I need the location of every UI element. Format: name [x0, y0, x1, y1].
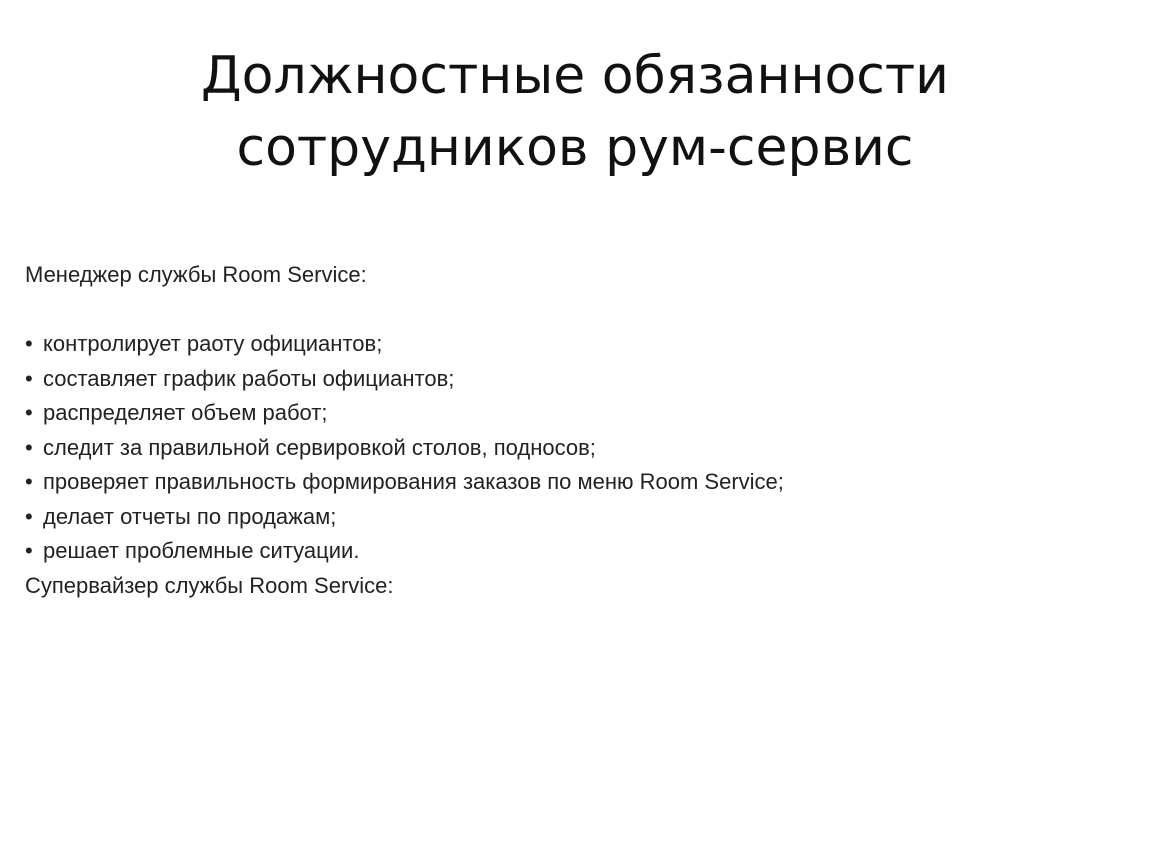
- bullet-icon: •: [25, 469, 33, 494]
- bullet-icon: •: [25, 365, 33, 391]
- manager-heading: Менеджер службы Room Service:: [25, 262, 367, 287]
- slide-title: [0, 40, 1150, 184]
- list-item: [25, 396, 1125, 431]
- slide-title-line-2: сотрудников рум-сервис: [236, 118, 914, 178]
- bullet-icon: •: [25, 400, 33, 425]
- duty-text: делает отчеты по продажам;: [43, 503, 337, 529]
- duty-text: распределяет объем работ;: [43, 400, 328, 425]
- slide-title-line-1: Должностные обязанности: [201, 46, 949, 106]
- bullet-icon: •: [25, 538, 33, 563]
- duty-text: следит за правильной сервировкой столов, подносов;: [43, 434, 596, 460]
- manager-duties-list: [25, 327, 1125, 569]
- spacer: [25, 293, 1125, 328]
- supervisor-heading: Супервайзер службы Room Service:: [25, 572, 394, 598]
- list-item: [25, 500, 1125, 535]
- duty-text: решает проблемные ситуации.: [43, 538, 360, 563]
- duty-text: проверяет правильность формирования заказов по меню Room Service;: [43, 469, 784, 494]
- list-item: [25, 362, 1125, 397]
- bullet-icon: •: [25, 331, 33, 356]
- duty-text: составляет график работы официантов;: [43, 365, 455, 391]
- list-item: [25, 534, 1125, 569]
- list-item: [25, 431, 1125, 466]
- duty-text: контролирует раоту официантов;: [43, 331, 383, 356]
- bullet-icon: •: [25, 434, 33, 460]
- slide-body: [25, 258, 1125, 603]
- list-item: [25, 327, 1125, 362]
- list-item: [25, 465, 1125, 500]
- bullet-icon: •: [25, 503, 33, 529]
